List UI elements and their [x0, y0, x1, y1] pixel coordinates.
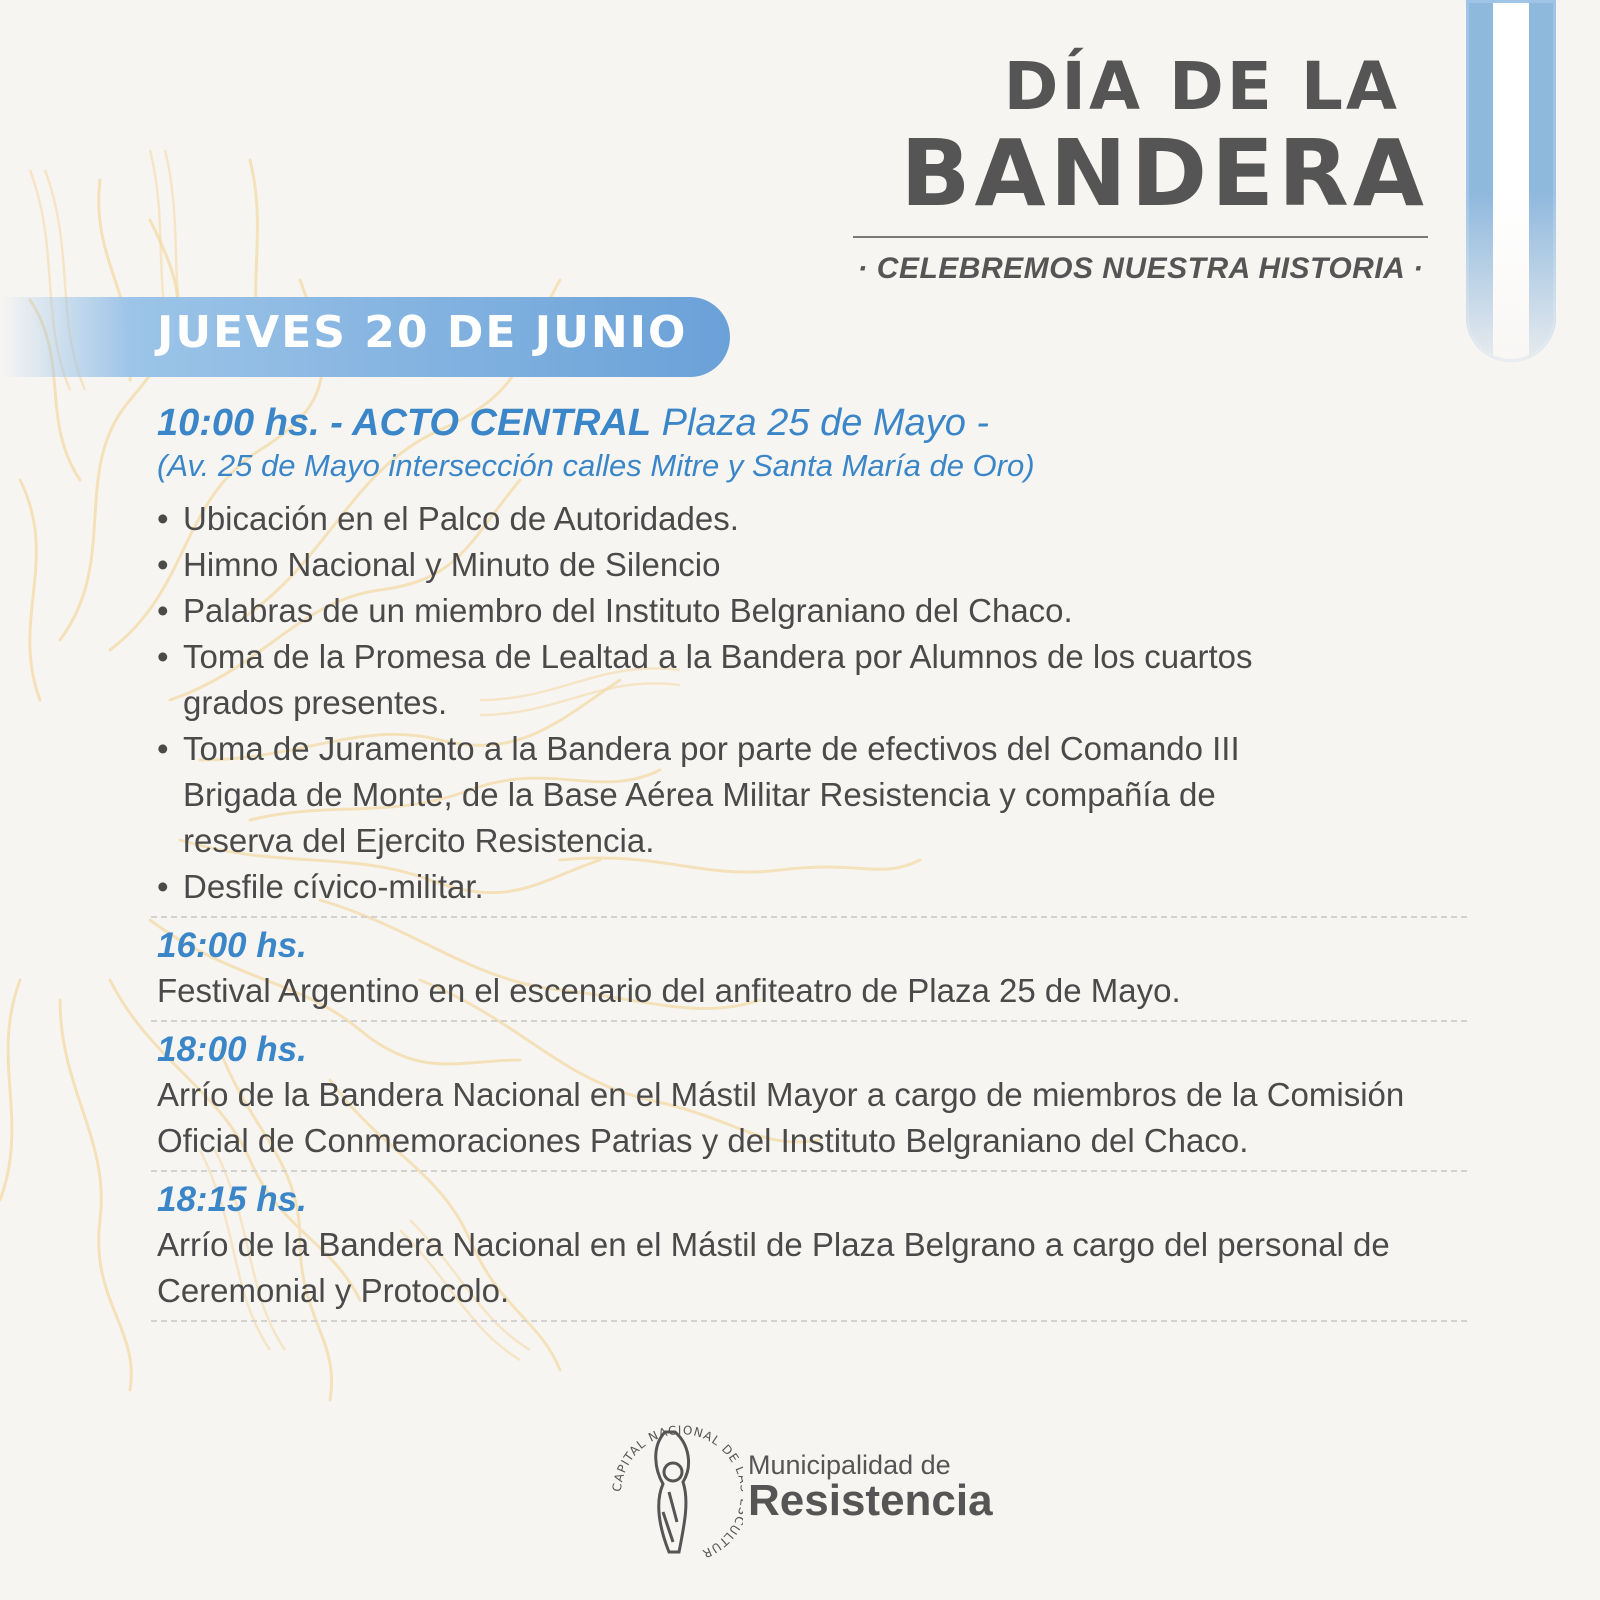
event-time: 18:15 hs. [157, 1180, 307, 1219]
svg-text:CAPITAL NACIONAL DE LAS ESCULT [603, 1392, 743, 1561]
list-item: • Toma de la Promesa de Lealtad a la Bandera por Alumnos de los cuartos grados presentes. [157, 634, 1477, 726]
main-event-address: (Av. 25 de Mayo intersección calles Mitre y Santa María de Oro) [157, 448, 1035, 483]
event-description: Arrío de la Bandera Nacional en el Mástil de Plaza Belgrano a cargo del personal de Ceremonial y Protocolo. [157, 1226, 1390, 1309]
title-divider [853, 236, 1428, 238]
org-name-line1: Municipalidad de [748, 1450, 951, 1480]
divider [151, 1020, 1467, 1022]
list-item: • Himno Nacional y Minuto de Silencio [157, 542, 1477, 588]
event-time: 18:00 hs. [157, 1030, 307, 1069]
event-description: Festival Argentino en el escenario del anfiteatro de Plaza 25 de Mayo. [157, 972, 1181, 1009]
event-time: 16:00 hs. [157, 926, 307, 965]
divider [151, 1320, 1467, 1322]
seal-text: CAPITAL NACIONAL DE ULTUR [609, 1423, 743, 1561]
municipality-logo [603, 1392, 1023, 1592]
title-main: BANDERA [900, 120, 1428, 227]
divider [151, 1170, 1467, 1172]
event-description: Arrío de la Bandera Nacional en el Mástil Mayor a cargo de miembros de la Comisión Oficial de Conmemoraciones Patrias y del Instituto Belgraniano del Chaco. [157, 1076, 1405, 1159]
title-top: DÍA DE LA [1003, 48, 1400, 125]
main-event-items [157, 496, 1477, 910]
list-item: • Toma de Juramento a la Bandera por parte de efectivos del Comando III Brigada de Monte, de la Base Aérea Militar Resistencia y compañía de reserva del Ejercito Resistencia. [157, 726, 1477, 864]
list-item: • Ubicación en el Palco de Autoridades. [157, 496, 1477, 542]
date-banner [0, 297, 730, 377]
sculpture-seal-icon [603, 1392, 743, 1592]
title-subtitle: · CELEBREMOS NUESTRA HISTORIA · [857, 252, 1424, 285]
main-event-heading [157, 400, 1477, 446]
divider [151, 916, 1467, 918]
main-event-place: Plaza 25 de Mayo - [651, 402, 990, 444]
schedule [157, 400, 1477, 1328]
org-name-line2: Resistencia [748, 1476, 993, 1525]
main-event-time: 10:00 hs. - ACTO CENTRAL [157, 402, 652, 444]
list-item: • Palabras de un miembro del Instituto Belgraniano del Chaco. [157, 588, 1477, 634]
list-item: • Desfile cívico-militar. [157, 864, 1477, 910]
title-block [848, 50, 1428, 286]
date-label: JUEVES 20 DE JUNIO [157, 307, 688, 358]
flag-ribbon [1466, 0, 1556, 362]
